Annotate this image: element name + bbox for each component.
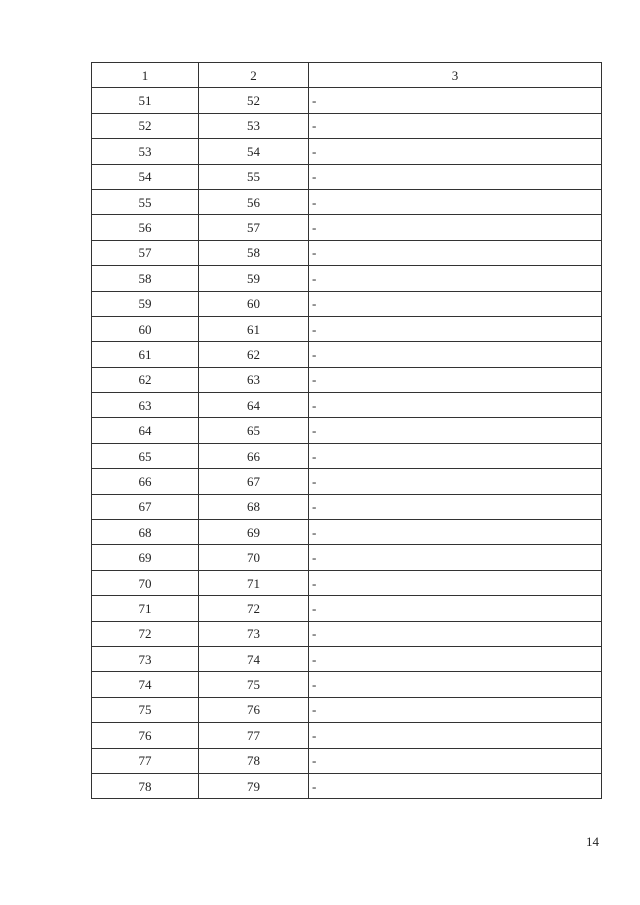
table-cell-col-2: 56 bbox=[199, 189, 309, 214]
table-row bbox=[92, 697, 602, 722]
table-cell-col-1: 74 bbox=[92, 672, 199, 697]
table-cell-col-3: - bbox=[309, 342, 602, 367]
table-cell-col-3: - bbox=[309, 494, 602, 519]
table-row bbox=[92, 570, 602, 595]
table-row bbox=[92, 672, 602, 697]
table-cell-col-1: 55 bbox=[92, 189, 199, 214]
table-row bbox=[92, 342, 602, 367]
table-row bbox=[92, 469, 602, 494]
table-row bbox=[92, 367, 602, 392]
table-cell-col-3: - bbox=[309, 139, 602, 164]
table-cell-col-3: - bbox=[309, 367, 602, 392]
table-cell-col-2: 59 bbox=[199, 266, 309, 291]
table-cell-col-2: 61 bbox=[199, 316, 309, 341]
table-cell-col-3: - bbox=[309, 266, 602, 291]
table-cell-col-3: - bbox=[309, 596, 602, 621]
table-cell-col-2: 57 bbox=[199, 215, 309, 240]
column-header-1: 1 bbox=[92, 63, 199, 88]
table-cell-col-3: - bbox=[309, 520, 602, 545]
table-cell-col-3: - bbox=[309, 316, 602, 341]
table-cell-col-1: 53 bbox=[92, 139, 199, 164]
table-row bbox=[92, 621, 602, 646]
table-cell-col-1: 73 bbox=[92, 646, 199, 671]
table-cell-col-2: 62 bbox=[199, 342, 309, 367]
table-cell-col-2: 63 bbox=[199, 367, 309, 392]
table-cell-col-2: 67 bbox=[199, 469, 309, 494]
table-body bbox=[92, 88, 602, 799]
table-cell-col-2: 78 bbox=[199, 748, 309, 773]
table-cell-col-1: 66 bbox=[92, 469, 199, 494]
table-row bbox=[92, 291, 602, 316]
table-row bbox=[92, 113, 602, 138]
table-cell-col-1: 62 bbox=[92, 367, 199, 392]
table-cell-col-3: - bbox=[309, 773, 602, 798]
table-row bbox=[92, 139, 602, 164]
table-cell-col-2: 75 bbox=[199, 672, 309, 697]
table-cell-col-2: 66 bbox=[199, 443, 309, 468]
table-cell-col-3: - bbox=[309, 215, 602, 240]
table-cell-col-3: - bbox=[309, 189, 602, 214]
table-cell-col-2: 72 bbox=[199, 596, 309, 621]
table-cell-col-1: 75 bbox=[92, 697, 199, 722]
table-cell-col-1: 61 bbox=[92, 342, 199, 367]
table-cell-col-3: - bbox=[309, 748, 602, 773]
table-cell-col-1: 64 bbox=[92, 418, 199, 443]
table-cell-col-3: - bbox=[309, 164, 602, 189]
table-row bbox=[92, 266, 602, 291]
table-cell-col-1: 51 bbox=[92, 88, 199, 113]
table-row bbox=[92, 215, 602, 240]
table-row bbox=[92, 189, 602, 214]
table-cell-col-3: - bbox=[309, 545, 602, 570]
table-cell-col-2: 76 bbox=[199, 697, 309, 722]
table-row bbox=[92, 393, 602, 418]
table-cell-col-2: 73 bbox=[199, 621, 309, 646]
table-cell-col-2: 70 bbox=[199, 545, 309, 570]
table-cell-col-2: 79 bbox=[199, 773, 309, 798]
table-row bbox=[92, 494, 602, 519]
table-cell-col-3: - bbox=[309, 723, 602, 748]
table-row bbox=[92, 748, 602, 773]
table-cell-col-3: - bbox=[309, 291, 602, 316]
table-cell-col-1: 67 bbox=[92, 494, 199, 519]
table-cell-col-2: 54 bbox=[199, 139, 309, 164]
table-cell-col-3: - bbox=[309, 240, 602, 265]
table-cell-col-1: 63 bbox=[92, 393, 199, 418]
column-header-2: 2 bbox=[199, 63, 309, 88]
table-cell-col-1: 60 bbox=[92, 316, 199, 341]
table-row bbox=[92, 316, 602, 341]
table-cell-col-2: 65 bbox=[199, 418, 309, 443]
table-cell-col-3: - bbox=[309, 621, 602, 646]
table-cell-col-1: 58 bbox=[92, 266, 199, 291]
data-table bbox=[91, 62, 602, 799]
table-cell-col-1: 54 bbox=[92, 164, 199, 189]
table-header-row bbox=[92, 63, 602, 88]
table-cell-col-1: 65 bbox=[92, 443, 199, 468]
table-cell-col-3: - bbox=[309, 469, 602, 494]
table-cell-col-1: 69 bbox=[92, 545, 199, 570]
table-cell-col-2: 71 bbox=[199, 570, 309, 595]
table-cell-col-1: 56 bbox=[92, 215, 199, 240]
table-cell-col-1: 59 bbox=[92, 291, 199, 316]
table-cell-col-3: - bbox=[309, 88, 602, 113]
table-row bbox=[92, 520, 602, 545]
table-row bbox=[92, 88, 602, 113]
table-cell-col-1: 52 bbox=[92, 113, 199, 138]
table-row bbox=[92, 418, 602, 443]
table-cell-col-2: 77 bbox=[199, 723, 309, 748]
page-number: 14 bbox=[586, 834, 599, 849]
table-cell-col-2: 74 bbox=[199, 646, 309, 671]
table-cell-col-2: 60 bbox=[199, 291, 309, 316]
table-cell-col-2: 55 bbox=[199, 164, 309, 189]
table-cell-col-1: 71 bbox=[92, 596, 199, 621]
table-row bbox=[92, 596, 602, 621]
table-row bbox=[92, 773, 602, 798]
table-cell-col-1: 78 bbox=[92, 773, 199, 798]
table-cell-col-3: - bbox=[309, 646, 602, 671]
table-cell-col-1: 76 bbox=[92, 723, 199, 748]
table-cell-col-3: - bbox=[309, 418, 602, 443]
table-cell-col-1: 68 bbox=[92, 520, 199, 545]
table-cell-col-3: - bbox=[309, 113, 602, 138]
table-cell-col-3: - bbox=[309, 570, 602, 595]
table-cell-col-2: 68 bbox=[199, 494, 309, 519]
table-row bbox=[92, 545, 602, 570]
table-cell-col-3: - bbox=[309, 443, 602, 468]
table-cell-col-1: 70 bbox=[92, 570, 199, 595]
table-cell-col-3: - bbox=[309, 672, 602, 697]
table-cell-col-1: 72 bbox=[92, 621, 199, 646]
table-row bbox=[92, 164, 602, 189]
table-row bbox=[92, 723, 602, 748]
table-cell-col-3: - bbox=[309, 393, 602, 418]
table-cell-col-1: 57 bbox=[92, 240, 199, 265]
table-cell-col-2: 58 bbox=[199, 240, 309, 265]
table-cell-col-2: 52 bbox=[199, 88, 309, 113]
table-row bbox=[92, 443, 602, 468]
table-cell-col-2: 53 bbox=[199, 113, 309, 138]
table-cell-col-1: 77 bbox=[92, 748, 199, 773]
table-cell-col-2: 64 bbox=[199, 393, 309, 418]
table-cell-col-2: 69 bbox=[199, 520, 309, 545]
table-cell-col-3: - bbox=[309, 697, 602, 722]
table-row bbox=[92, 240, 602, 265]
table-row bbox=[92, 646, 602, 671]
column-header-3: 3 bbox=[309, 63, 602, 88]
